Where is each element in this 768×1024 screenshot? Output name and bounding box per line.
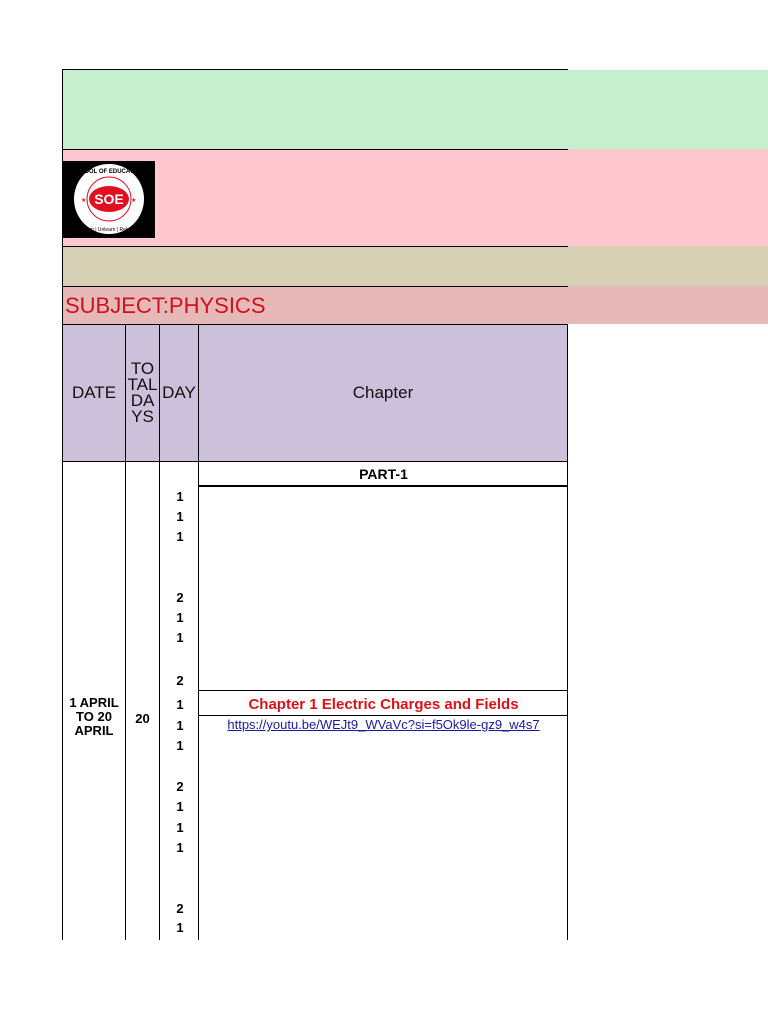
day-number: 2 [176,673,184,688]
day-number: 1 [176,489,184,504]
grid-line [159,324,160,940]
day-number: 1 [176,718,184,733]
day-number: 1 [176,529,184,544]
title-band [63,70,768,149]
day-number: 2 [176,901,184,916]
star-icon: ★ [81,198,87,204]
day-number: 1 [176,799,184,814]
date-range: 1 APRIL TO 20 APRIL [69,695,119,738]
border-line [63,69,568,70]
day-number: 1 [176,697,184,712]
grid-line [198,324,199,940]
day-number: 2 [176,590,184,605]
logo-text: SOE [94,191,124,207]
border-line [63,149,568,150]
border-line [63,286,568,287]
logo-ring-top: SCHOOL OF EDUCATORS [71,169,147,175]
chapter-video-link[interactable]: https://youtu.be/WEJt9_WVaVc?si=f5Ok9le-gz9_w4s7 [227,717,540,732]
chapter-title: Chapter 1 Electric Charges and Fields [248,695,519,713]
day-number: 1 [176,820,184,835]
star-icon: ★ [131,198,137,204]
grid-line [63,461,568,462]
day-number: 2 [176,779,184,794]
border-line [63,246,568,247]
day-number: 1 [176,920,184,935]
grid-line [199,690,568,691]
header-day: DAY [162,382,196,402]
grid-line [125,324,126,940]
grid-line [199,715,568,716]
grid-line [199,485,568,487]
header-chapter: Chapter [352,382,414,402]
day-number: 1 [176,840,184,855]
day-number: 1 [176,509,184,524]
logo-band [63,149,768,246]
subject-title: SUBJECT:PHYSICS [65,293,266,318]
grid-line [63,324,568,325]
part-label: PART-1 [359,466,408,482]
total-days-value: 20 [135,711,150,726]
header-date: DATE [71,382,117,402]
school-logo [63,161,155,238]
day-number: 1 [176,738,184,753]
info-band [63,246,768,286]
grid-line [567,324,568,940]
header-total-days: TO TAL DA YS [127,358,158,426]
soe-logo-icon [65,162,153,237]
day-number: 1 [176,610,184,625]
logo-ring-bottom: Learn | Unlearn | Relearn [81,227,137,233]
day-number: 1 [176,630,184,645]
